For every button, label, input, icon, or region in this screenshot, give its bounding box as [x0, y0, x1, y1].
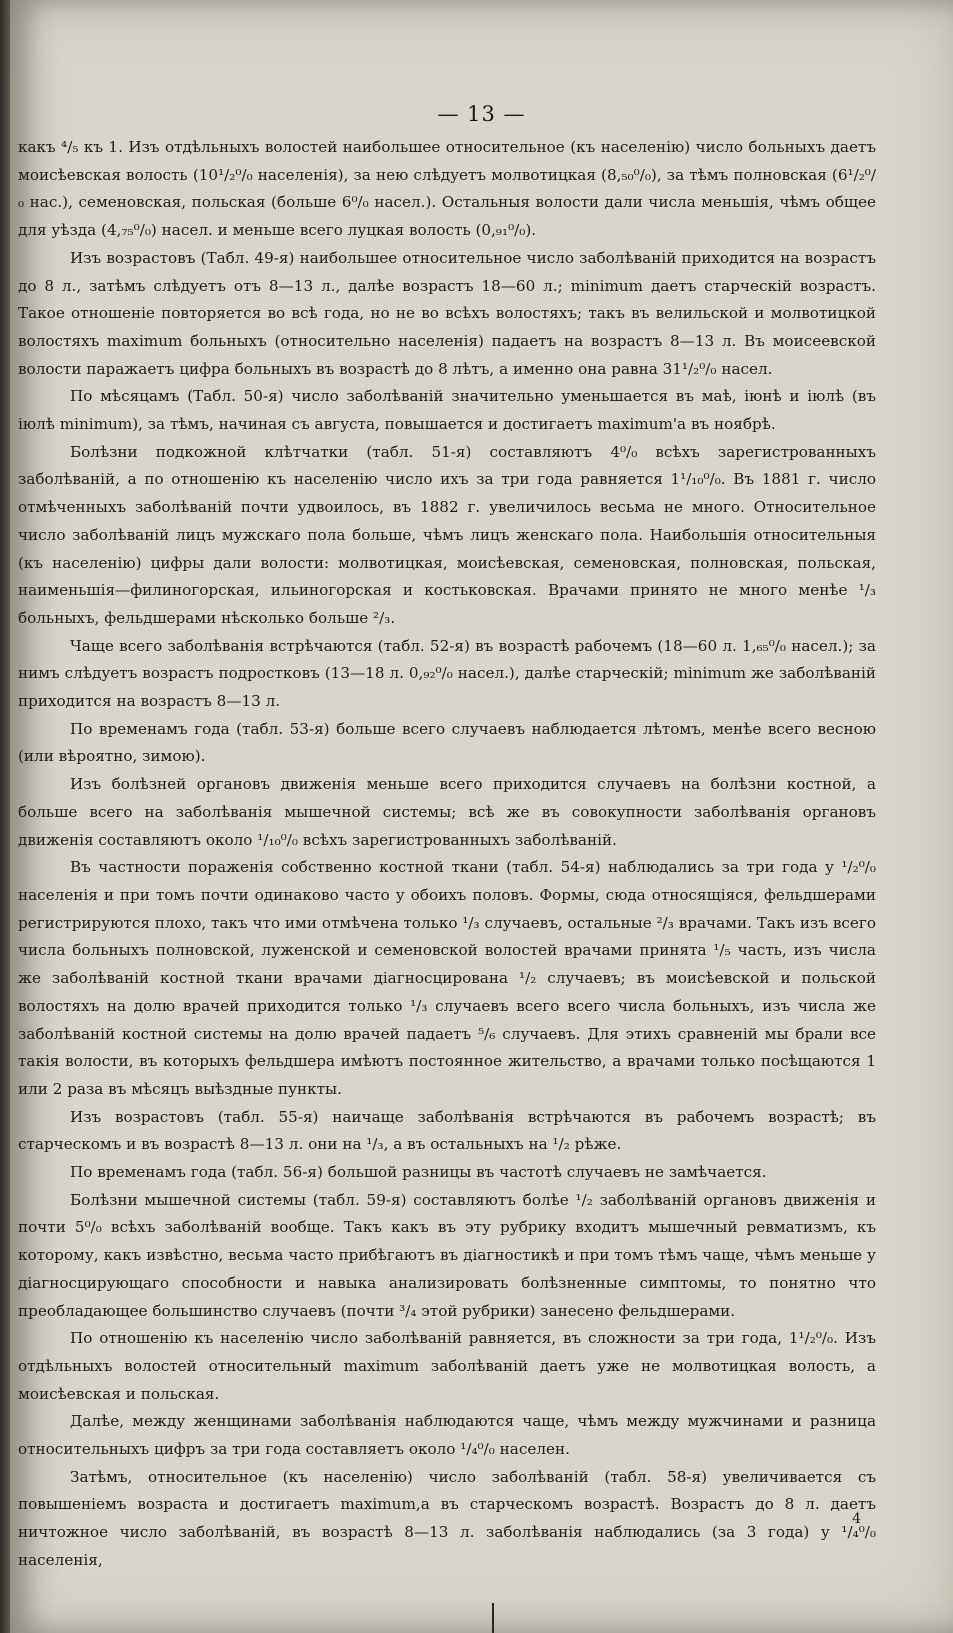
paragraph: Чаще всего заболѣванія встрѣчаются (табл. 52-я) въ возрастѣ рабочемъ (18—60 л. 1,₆₅⁰/₀ насел.); за нимъ слѣдуетъ возрастъ подростковъ (13—18 л. 0,₉₂⁰/₀ насел.), далѣе старческій; minimum же заболѣваній приходится на возрастъ 8—13 л. — [18, 636, 876, 711]
paragraph: какъ ⁴/₅ къ 1. Изъ отдѣльныхъ волостей наибольшее относительное (къ населенію) число больныхъ даетъ моисѣевская волость (10¹/₂⁰/₀ населенія), за нею слѣдуетъ молвотицкая (8,₅₀⁰/₀), за тѣмъ полновская (6¹/₂⁰/₀ нас.), семеновская, польская (больше 6⁰/₀ насел.). Остальныя волости дали числа меньшія, чѣмъ общее для уѣзда (4,₇₅⁰/₀) насел. и меньше всего луцкая волость (0,₉₁⁰/₀). — [18, 138, 876, 240]
page-tear — [492, 1603, 494, 1633]
paragraph: По временамъ года (табл. 53-я) больше всего случаевъ наблюдается лѣтомъ, менѣе всего весною (или вѣроятно, зимою). — [18, 719, 876, 766]
paragraph: Изъ возрастовъ (Табл. 49-я) наибольшее относительное число заболѣваній приходится на возрастъ до 8 л., затѣмъ слѣдуетъ отъ 8—13 л., далѣе возрастъ 18—60 л.; minimum даетъ старческій возрастъ. Такое отношеніе повторяется во всѣ года, но не во всѣхъ волостяхъ; такъ въ велильской и молвотицкой волостяхъ maximum больныхъ (относительно населенія) падаетъ на возрастъ 8—13 л. Въ моисеевской волости паражаетъ цифра больныхъ въ возрастѣ до 8 лѣтъ, а именно она равна 31¹/₂⁰/₀ насел. — [18, 248, 876, 378]
paragraph: По мѣсяцамъ (Табл. 50-я) число заболѣваній значительно уменьшается въ маѣ, іюнѣ и іюлѣ (въ іюлѣ minimum), за тѣмъ, начиная съ августа, повышается и достигаетъ maximum'a въ ноябрѣ. — [18, 387, 876, 434]
paragraph: Далѣе, между женщинами заболѣванія наблюдаются чаще, чѣмъ между мужчинами и разница относительныхъ цифръ за три года составляетъ около ¹/₄⁰/₀ населен. — [18, 1412, 876, 1459]
paragraph: По временамъ года (табл. 56-я) большой разницы въ частотѣ случаевъ не замѣчается. — [70, 1163, 767, 1182]
paragraph: Изъ болѣзней органовъ движенія меньше всего приходится случаевъ на болѣзни костной, а больше всего на заболѣванія мышечной системы; всѣ же въ совокупности заболѣванія органовъ движенія составляютъ около ¹/₁₀⁰/₀ всѣхъ зарегистрованныхъ заболѣваній. — [18, 775, 876, 849]
paragraph: По отношенію къ населенію число заболѣваній равняется, въ сложности за три года, 1¹/₂⁰/₀. Изъ отдѣльныхъ волостей относительный maximum заболѣваній даетъ уже не молвотицкая волость, а моисѣевская и польская. — [18, 1329, 876, 1403]
paragraph: Изъ возрастовъ (табл. 55-я) наичаще заболѣванія встрѣчаются въ рабочемъ возрастѣ; въ старческомъ и въ возрастѣ 8—13 л. они на ¹/₃, а въ остальныхъ на ¹/₂ рѣже. — [18, 1107, 876, 1154]
paragraph: Въ частности пораженія собственно костной ткани (табл. 54-я) наблюдались за три года у ¹/₂⁰/₀ населенія и при томъ почти одинаково часто у обоихъ половъ. Формы, сюда относящіяся, фельдшерами регистрируются плохо, такъ что ими отмѣчена только ¹/₃ случаевъ, остальные ²/₃ врачами. Такъ изъ всего числа больныхъ полновской, луженской и семеновской волостей врачами принята ¹/₅ часть, изъ числа же заболѣваній костной ткани врачами діагносцирована ¹/₂ случаевъ; въ моисѣевской и польской волостяхъ на долю врачей приходится только ¹/₃ случаевъ всего всего числа больныхъ, изъ числа же заболѣваній костной системы на долю врачей падаетъ ⁵/₆ случаевъ. Для этихъ сравненій мы брали все такія волости, въ которыхъ фельдшера имѣютъ постоянное жительство, а врачами только посѣщаются 1 или 2 раза въ мѣсяцъ выѣздные пункты. — [18, 858, 876, 1098]
book-page — [10, 0, 953, 1633]
page-number: — 13 — — [437, 102, 526, 126]
paragraph: Болѣзни мышечной системы (табл. 59-я) составляютъ болѣе ¹/₂ заболѣваній органовъ движенія и почти 5⁰/₀ всѣхъ заболѣваній вообще. Такъ какъ въ эту рубрику входитъ мышечный ревматизмъ, къ которому, какъ извѣстно, весьма часто прибѣгаютъ въ діагностикѣ и при томъ тѣмъ чаще, чѣмъ меньше у діагносцирующаго способности и навыка анализировать болѣзненные симптомы, то понятно что преобладающее большинство случаевъ (почти ³/₄ этой рубрики) занесено фельдшерами. — [18, 1190, 876, 1320]
signature-mark: 4 — [852, 1511, 861, 1527]
paragraph: Затѣмъ, относительное (къ населенію) число заболѣваній (табл. 58-я) увеличивается съ повышеніемъ возраста и достигаетъ maximum,а въ старческомъ возрастѣ. Возрастъ до 8 л. даетъ ничтожное число заболѣваній, въ возрастѣ 8—13 л. заболѣванія наблюдались (за 3 года) у ¹/₄⁰/₀ населенія, — [18, 1467, 876, 1569]
paragraph: Болѣзни подкожной клѣтчатки (табл. 51-я) составляютъ 4⁰/₀ всѣхъ зарегистрованныхъ заболѣваній, а по отношенію къ населенію число ихъ за три года равняется 1¹/₁₀⁰/₀. Въ 1881 г. число отмѣченныхъ заболѣваній почти удвоилось, въ 1882 г. увеличилось весьма не много. Относительное число заболѣваній лицъ мужскаго пола больше, чѣмъ лицъ женскаго пола. Наибольшія относительныя (къ населенію) цифры дали волости: молвотицкая, моисѣевская, семеновская, полновская, польская, наименьшія—филиногорская, ильиногорская и костьковская. Врачами принято не много менѣе ¹/₃ больныхъ, фельдшерами нѣсколько больше ²/₃. — [18, 442, 876, 627]
page-body — [18, 134, 876, 1575]
